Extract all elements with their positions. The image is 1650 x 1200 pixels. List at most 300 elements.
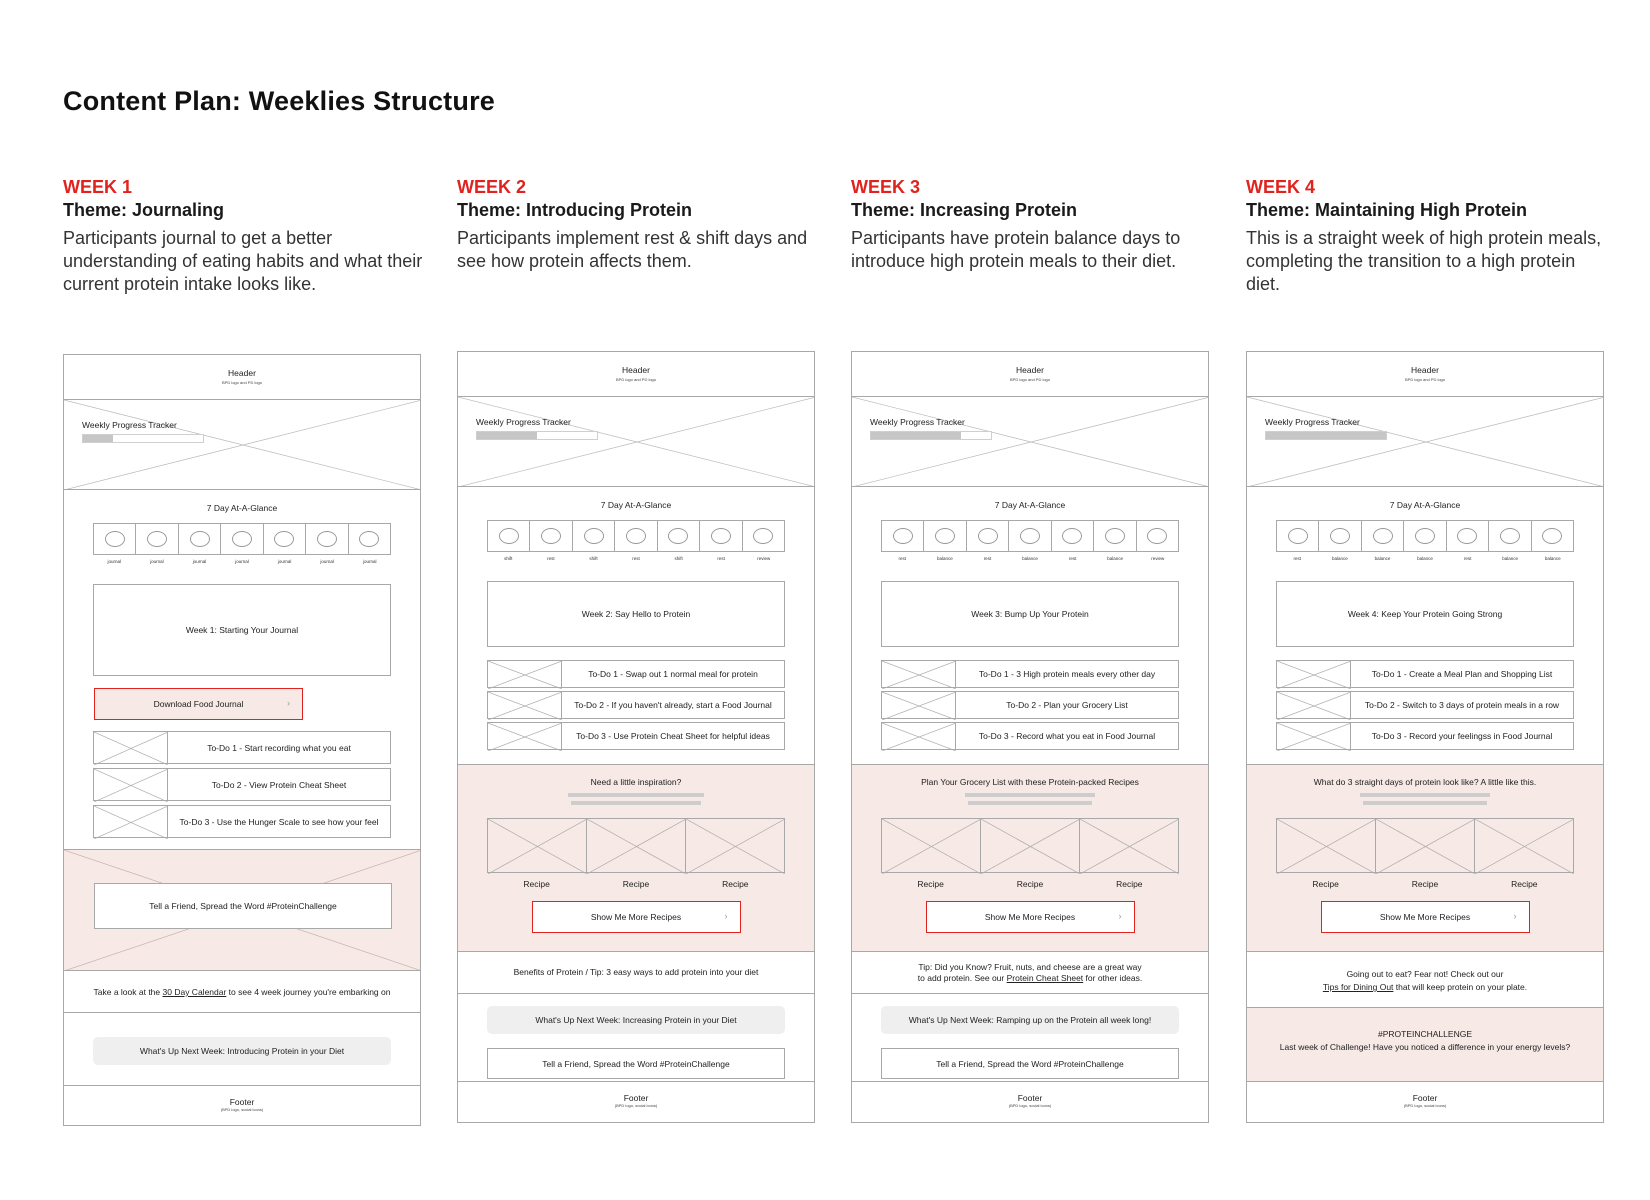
glance-section (852, 487, 1208, 765)
placeholder-x-icon (852, 397, 1208, 487)
text-placeholder (1360, 793, 1490, 797)
day-cell[interactable] (967, 521, 1009, 551)
placeholder-x-icon (1277, 692, 1351, 720)
header-label: Header (622, 365, 650, 375)
recipe-label: Recipe (1116, 879, 1143, 889)
recipe-card[interactable] (587, 819, 686, 872)
progress-bar (1265, 431, 1387, 440)
day-label: balance (1331, 556, 1348, 561)
todo-label: To-Do 2 - Plan your Grocery List (1006, 700, 1128, 710)
day-circle-icon (274, 531, 294, 547)
day-label: rest (547, 556, 555, 561)
recipe-grid (487, 818, 785, 873)
day-label: journal (277, 559, 292, 564)
placeholder-x-icon (882, 661, 956, 689)
day-label: balance (1374, 556, 1391, 561)
day-cell[interactable] (1319, 521, 1361, 551)
more-recipes-button[interactable] (532, 901, 741, 933)
footer-label: Footer (1017, 1093, 1043, 1103)
week-3-heading (851, 176, 1211, 273)
todo-label: To-Do 1 - Swap out 1 normal meal for protein (588, 669, 758, 679)
day-circle-icon (317, 531, 337, 547)
text-placeholder (1363, 801, 1487, 805)
more-recipes-button[interactable] (1321, 901, 1530, 933)
text-placeholder (568, 793, 704, 797)
recipe-card[interactable] (1080, 819, 1178, 872)
placeholder-x-icon (1247, 397, 1603, 487)
share-section (64, 850, 420, 971)
day-cell[interactable] (573, 521, 615, 551)
share-button[interactable]: Tell a Friend, Spread the Word #ProteinChallenge (487, 1048, 785, 1079)
week-description: Participants implement rest & shift days and see how protein affects them. (457, 228, 808, 271)
footer-section (1247, 1082, 1603, 1122)
todo-label: To-Do 1 - Start recording what you eat (207, 742, 351, 753)
download-journal-label: Download Food Journal (153, 699, 244, 709)
day-circle-icon (1542, 528, 1562, 544)
placeholder-x-icon (1376, 819, 1475, 874)
todo-item[interactable] (881, 660, 1179, 688)
day-circle-icon (359, 531, 379, 547)
placeholder-x-icon (1475, 819, 1574, 874)
day-cell[interactable] (882, 521, 924, 551)
placeholder-x-icon (64, 400, 420, 490)
placeholder-x-icon (882, 692, 956, 720)
tip-line-2 (852, 973, 1208, 984)
day-cell[interactable] (179, 524, 221, 554)
next-week-section (852, 994, 1208, 1082)
placeholder-x-icon (981, 819, 1080, 874)
progress-tracker-section (458, 397, 814, 487)
calendar-text-pre: Take a look at the (93, 987, 163, 997)
day-circle-icon (1020, 528, 1040, 544)
tracker-label: Weekly Progress Tracker (476, 417, 571, 427)
day-cell[interactable] (530, 521, 572, 551)
recipe-label: Recipe (622, 879, 650, 889)
footer-label: Footer (1412, 1093, 1438, 1103)
progress-fill (1266, 432, 1386, 439)
day-cell[interactable] (1532, 521, 1573, 551)
progress-bar (870, 431, 992, 440)
day-cell[interactable] (1137, 521, 1178, 551)
day-cell[interactable] (743, 521, 784, 551)
day-label: review (757, 556, 771, 561)
day-label: journal (320, 559, 334, 564)
tracker-label: Weekly Progress Tracker (870, 417, 965, 427)
image-placeholder (94, 732, 168, 763)
recipe-card[interactable] (1376, 819, 1475, 872)
challenge-text: Last week of Challenge! Have you noticed a difference in your energy levels? (1279, 1042, 1571, 1052)
recipe-card[interactable] (882, 819, 981, 872)
day-cell[interactable] (1489, 521, 1531, 551)
chevron-right-icon: › (724, 911, 728, 921)
todo-item[interactable] (881, 722, 1179, 750)
day-cell[interactable] (1404, 521, 1446, 551)
placeholder-x-icon (1277, 723, 1351, 751)
placeholder-x-icon (587, 819, 686, 874)
day-label: rest (632, 556, 640, 561)
image-placeholder (1277, 692, 1351, 718)
recipe-labels (1276, 879, 1574, 889)
day-strip (881, 520, 1179, 552)
day-circle-icon (1105, 528, 1125, 544)
placeholder-x-icon (488, 819, 587, 874)
day-label: review (1151, 556, 1165, 561)
recipe-card[interactable] (1475, 819, 1573, 872)
day-label: journal (192, 559, 207, 564)
day-cell[interactable] (136, 524, 178, 554)
day-label: rest (1463, 556, 1472, 561)
footer-section (852, 1082, 1208, 1122)
day-cell[interactable] (264, 524, 306, 554)
next-week-button[interactable]: What's Up Next Week: Increasing Protein in your Diet (487, 1006, 785, 1034)
day-circle-icon (893, 528, 913, 544)
recipe-card[interactable] (488, 819, 587, 872)
day-label: rest (983, 556, 992, 561)
dining-line-2 (1247, 981, 1603, 994)
week-1-wireframe (63, 354, 421, 1126)
day-circle-icon (668, 528, 688, 544)
image-placeholder (882, 692, 956, 718)
glance-title: 7 Day At-A-Glance (994, 500, 1066, 510)
recipes-section (458, 765, 814, 952)
footer-label: Footer (229, 1097, 255, 1107)
day-label: rest (1068, 556, 1077, 561)
image-placeholder (488, 661, 562, 687)
footer-sub: (BPD logo, social icons) (1008, 1103, 1052, 1108)
week-label: WEEK 1 (63, 177, 133, 197)
next-week-section (458, 994, 814, 1082)
dining-text-post: that will keep protein on your plate. (1393, 982, 1528, 992)
recipe-label: Recipe (1411, 879, 1439, 889)
week-description: Participants journal to get a better understanding of eating habits and what their current protein intake looks like. (63, 228, 423, 294)
week-4-wireframe (1246, 351, 1604, 1123)
recipe-label: Recipe (917, 879, 944, 889)
glance-title: 7 Day At-A-Glance (600, 500, 672, 510)
recipe-grid (881, 818, 1179, 873)
tip-line-1: Tip: Did you Know? Fruit, nuts, and cheese are a great way (918, 962, 1142, 972)
recipes-section (852, 765, 1208, 952)
image-placeholder (488, 723, 562, 749)
day-circle-icon (1415, 528, 1435, 544)
progress-bar (82, 434, 204, 443)
recipe-label: Recipe (1016, 879, 1044, 889)
day-circle-icon (1373, 528, 1393, 544)
todo-item[interactable] (93, 731, 391, 764)
todo-label: To-Do 3 - Use Protein Cheat Sheet for helpful ideas (576, 731, 770, 741)
footer-label: Footer (623, 1093, 649, 1103)
inspiration-label: Need a little inspiration? (590, 777, 682, 787)
header-section (852, 352, 1208, 397)
calendar-link[interactable]: 30 Day Calendar (162, 987, 227, 997)
text-placeholder (965, 793, 1095, 797)
day-cell[interactable] (658, 521, 700, 551)
todo-label: To-Do 3 - Record your feelingss in Food Journal (1371, 731, 1553, 741)
progress-bar (476, 431, 598, 440)
page-title: Content Plan: Weeklies Structure (63, 86, 495, 116)
image-placeholder (94, 769, 168, 800)
todo-label: To-Do 2 - Switch to 3 days of protein meals in a row (1364, 700, 1560, 710)
recipe-label: Recipe (1312, 879, 1339, 889)
placeholder-x-icon (94, 769, 168, 802)
todo-label: To-Do 2 - If you haven't already, start a Food Journal (574, 700, 772, 710)
glance-section (64, 490, 420, 850)
recipe-labels (881, 879, 1179, 889)
tip-section: Benefits of Protein / Tip: 3 easy ways to add protein into your diet (458, 952, 814, 994)
header-sub: BPD logo and PD logo (615, 377, 657, 382)
download-journal-button[interactable] (94, 688, 303, 720)
day-label: rest (717, 556, 725, 561)
more-recipes-label: Show Me More Recipes (1379, 912, 1471, 922)
share-button[interactable]: Tell a Friend, Spread the Word #ProteinChallenge (94, 883, 392, 929)
hero-box: Week 4: Keep Your Protein Going Strong (1276, 581, 1574, 647)
inspiration-label: Plan Your Grocery List with these Protein-packed Recipes (921, 777, 1139, 787)
day-cell[interactable] (1052, 521, 1094, 551)
week-label: WEEK 3 (851, 177, 921, 197)
placeholder-x-icon (488, 723, 562, 751)
footer-section (458, 1082, 814, 1122)
more-recipes-label: Show Me More Recipes (590, 912, 682, 922)
day-circle-icon (978, 528, 998, 544)
day-cell[interactable] (488, 521, 530, 551)
week-3-wireframe (851, 351, 1209, 1123)
day-circle-icon (1500, 528, 1520, 544)
day-label: balance (1502, 556, 1519, 561)
header-section (1247, 352, 1603, 397)
text-placeholder (968, 801, 1092, 805)
progress-tracker-section (1247, 397, 1603, 487)
placeholder-x-icon (94, 732, 168, 765)
recipe-card[interactable] (1277, 819, 1376, 872)
tracker-label: Weekly Progress Tracker (82, 420, 177, 430)
image-placeholder (882, 661, 956, 687)
todo-label: To-Do 2 - View Protein Cheat Sheet (211, 779, 347, 790)
day-label: journal (235, 559, 249, 564)
todo-item[interactable] (881, 691, 1179, 719)
day-circle-icon (626, 528, 646, 544)
recipe-label: Recipe (722, 879, 749, 889)
header-label: Header (1016, 365, 1044, 375)
placeholder-x-icon (1277, 661, 1351, 689)
next-week-button[interactable]: What's Up Next Week: Ramping up on the Protein all week long! (881, 1006, 1179, 1034)
image-placeholder (488, 692, 562, 718)
placeholder-x-icon (882, 723, 956, 751)
day-circle-icon (232, 531, 252, 547)
week-label: WEEK 2 (457, 177, 527, 197)
day-cell[interactable] (1009, 521, 1051, 551)
todo-item[interactable] (487, 691, 785, 719)
day-circle-icon (1457, 528, 1477, 544)
todo-item[interactable] (93, 805, 391, 838)
day-circle-icon (711, 528, 731, 544)
image-placeholder (882, 723, 956, 749)
recipe-card[interactable] (686, 819, 784, 872)
day-label: balance (1417, 556, 1433, 561)
day-circle-icon (1062, 528, 1082, 544)
header-sub: BPD logo and PD logo (1009, 377, 1051, 382)
day-cell[interactable] (615, 521, 657, 551)
recipe-labels (487, 879, 785, 889)
recipe-grid (1276, 818, 1574, 873)
todo-item[interactable] (1276, 722, 1574, 750)
day-circle-icon (584, 528, 604, 544)
recipe-card[interactable] (981, 819, 1080, 872)
day-label: journal (107, 559, 122, 564)
day-cell[interactable] (349, 524, 390, 554)
placeholder-x-icon (1277, 819, 1376, 874)
week-theme: Theme: Maintaining High Protein (1246, 200, 1528, 220)
hero-box: Week 2: Say Hello to Protein (487, 581, 785, 647)
week-label: WEEK 4 (1246, 177, 1316, 197)
placeholder-x-icon (488, 661, 562, 689)
day-labels (1276, 556, 1574, 561)
week-4-heading (1246, 176, 1606, 296)
week-theme: Theme: Introducing Protein (457, 200, 693, 220)
challenge-section (1247, 1008, 1603, 1082)
day-cell[interactable] (1277, 521, 1319, 551)
week-1-heading (63, 176, 423, 296)
day-label: shift (504, 556, 513, 561)
day-circle-icon (1288, 528, 1308, 544)
header-label: Header (228, 368, 256, 378)
placeholder-x-icon (94, 806, 168, 839)
header-sub: BPD logo and PD logo (221, 380, 263, 385)
header-label: Header (1411, 365, 1439, 375)
day-label: balance (936, 556, 953, 561)
day-circle-icon (147, 531, 167, 547)
week-2-wireframe (457, 351, 815, 1123)
more-recipes-label: Show Me More Recipes (984, 912, 1076, 922)
header-section (458, 352, 814, 397)
todo-item[interactable] (487, 660, 785, 688)
day-labels (881, 556, 1179, 561)
next-week-section (64, 1013, 420, 1086)
day-cell[interactable] (94, 524, 136, 554)
day-labels (93, 559, 391, 564)
tip-section (852, 952, 1208, 994)
progress-fill (83, 435, 113, 442)
day-circle-icon (1330, 528, 1350, 544)
recipe-label: Recipe (523, 879, 550, 889)
week-theme: Theme: Increasing Protein (851, 200, 1078, 220)
day-strip (487, 520, 785, 552)
inspiration-label: What do 3 straight days of protein look like? A little like this. (1313, 777, 1537, 787)
day-label: balance (1107, 556, 1124, 561)
day-labels (487, 556, 785, 561)
recipe-label: Recipe (1511, 879, 1538, 889)
footer-sub: (BPD logo, social icons) (220, 1107, 264, 1112)
tip-text-post: for other ideas. (1083, 973, 1143, 983)
tracker-label: Weekly Progress Tracker (1265, 417, 1360, 427)
glance-title: 7 Day At-A-Glance (1389, 500, 1461, 510)
day-circle-icon (1147, 528, 1167, 544)
day-cell[interactable] (1447, 521, 1489, 551)
day-label: balance (1022, 556, 1038, 561)
glance-title: 7 Day At-A-Glance (206, 503, 278, 513)
day-label: shift (589, 556, 598, 561)
progress-fill (871, 432, 961, 439)
hero-box: Week 3: Bump Up Your Protein (881, 581, 1179, 647)
day-strip (93, 523, 391, 555)
challenge-tag: #PROTEINCHALLENGE (1378, 1029, 1472, 1039)
dining-out-link[interactable]: Tips for Dining Out (1322, 982, 1394, 992)
week-2-heading (457, 176, 817, 273)
placeholder-x-icon (882, 819, 981, 874)
day-label: rest (898, 556, 907, 561)
todo-label: To-Do 3 - Use the Hunger Scale to see how your feel (179, 816, 379, 827)
day-label: shift (674, 556, 683, 561)
day-circle-icon (935, 528, 955, 544)
day-cell[interactable] (221, 524, 263, 554)
footer-sub: (BPD logo, social icons) (614, 1103, 658, 1108)
todo-item[interactable] (1276, 660, 1574, 688)
more-recipes-button[interactable] (926, 901, 1135, 933)
image-placeholder (1277, 661, 1351, 687)
day-cell[interactable] (924, 521, 966, 551)
glance-section (458, 487, 814, 765)
day-cell[interactable] (1094, 521, 1136, 551)
day-circle-icon (190, 531, 210, 547)
calendar-text-post: to see 4 week journey you're embarking on (226, 987, 391, 997)
cheat-sheet-link[interactable]: Protein Cheat Sheet (1006, 973, 1084, 983)
day-circle-icon (499, 528, 519, 544)
placeholder-x-icon (488, 692, 562, 720)
day-label: rest (1293, 556, 1302, 561)
chevron-right-icon: › (287, 698, 290, 708)
chevron-right-icon: › (1513, 911, 1517, 921)
week-description: Participants have protein balance days to introduce high protein meals to their diet. (851, 228, 1181, 271)
day-label: journal (363, 559, 377, 564)
header-sub: BPD logo and PD logo (1404, 377, 1446, 382)
day-label: journal (150, 559, 164, 564)
text-placeholder (571, 801, 701, 805)
placeholder-x-icon (686, 819, 785, 874)
todo-item[interactable] (487, 722, 785, 750)
tip-text-pre: to add protein. See our (917, 973, 1007, 983)
image-placeholder (94, 806, 168, 837)
image-placeholder (1277, 723, 1351, 749)
day-circle-icon (105, 531, 125, 547)
share-button[interactable]: Tell a Friend, Spread the Word #ProteinChallenge (881, 1048, 1179, 1079)
day-circle-icon (753, 528, 773, 544)
progress-fill (477, 432, 537, 439)
day-cell[interactable] (1362, 521, 1404, 551)
placeholder-x-icon (1080, 819, 1179, 874)
todo-item[interactable] (93, 768, 391, 801)
footer-sub: (BPD logo, social icons) (1403, 1103, 1447, 1108)
calendar-section (64, 971, 420, 1013)
header-section (64, 355, 420, 400)
next-week-button[interactable]: What's Up Next Week: Introducing Protein in your Diet (93, 1037, 391, 1065)
todo-item[interactable] (1276, 691, 1574, 719)
day-strip (1276, 520, 1574, 552)
dining-section (1247, 952, 1603, 1008)
day-cell[interactable] (700, 521, 742, 551)
week-theme: Theme: Journaling (63, 200, 225, 220)
day-circle-icon (541, 528, 561, 544)
glance-section (1247, 487, 1603, 765)
placeholder-x-icon (458, 397, 814, 487)
day-label: balance (1544, 556, 1561, 561)
progress-tracker-section (852, 397, 1208, 487)
progress-tracker-section (64, 400, 420, 490)
dining-line-1: Going out to eat? Fear not! Check out our (1346, 969, 1504, 979)
recipes-section (1247, 765, 1603, 952)
todo-label: To-Do 3 - Record what you eat in Food Journal (978, 731, 1156, 741)
todo-label: To-Do 1 - Create a Meal Plan and Shopping List (1371, 669, 1553, 679)
chevron-right-icon: › (1118, 911, 1122, 921)
day-cell[interactable] (306, 524, 348, 554)
todo-label: To-Do 1 - 3 High protein meals every other day (978, 669, 1156, 679)
